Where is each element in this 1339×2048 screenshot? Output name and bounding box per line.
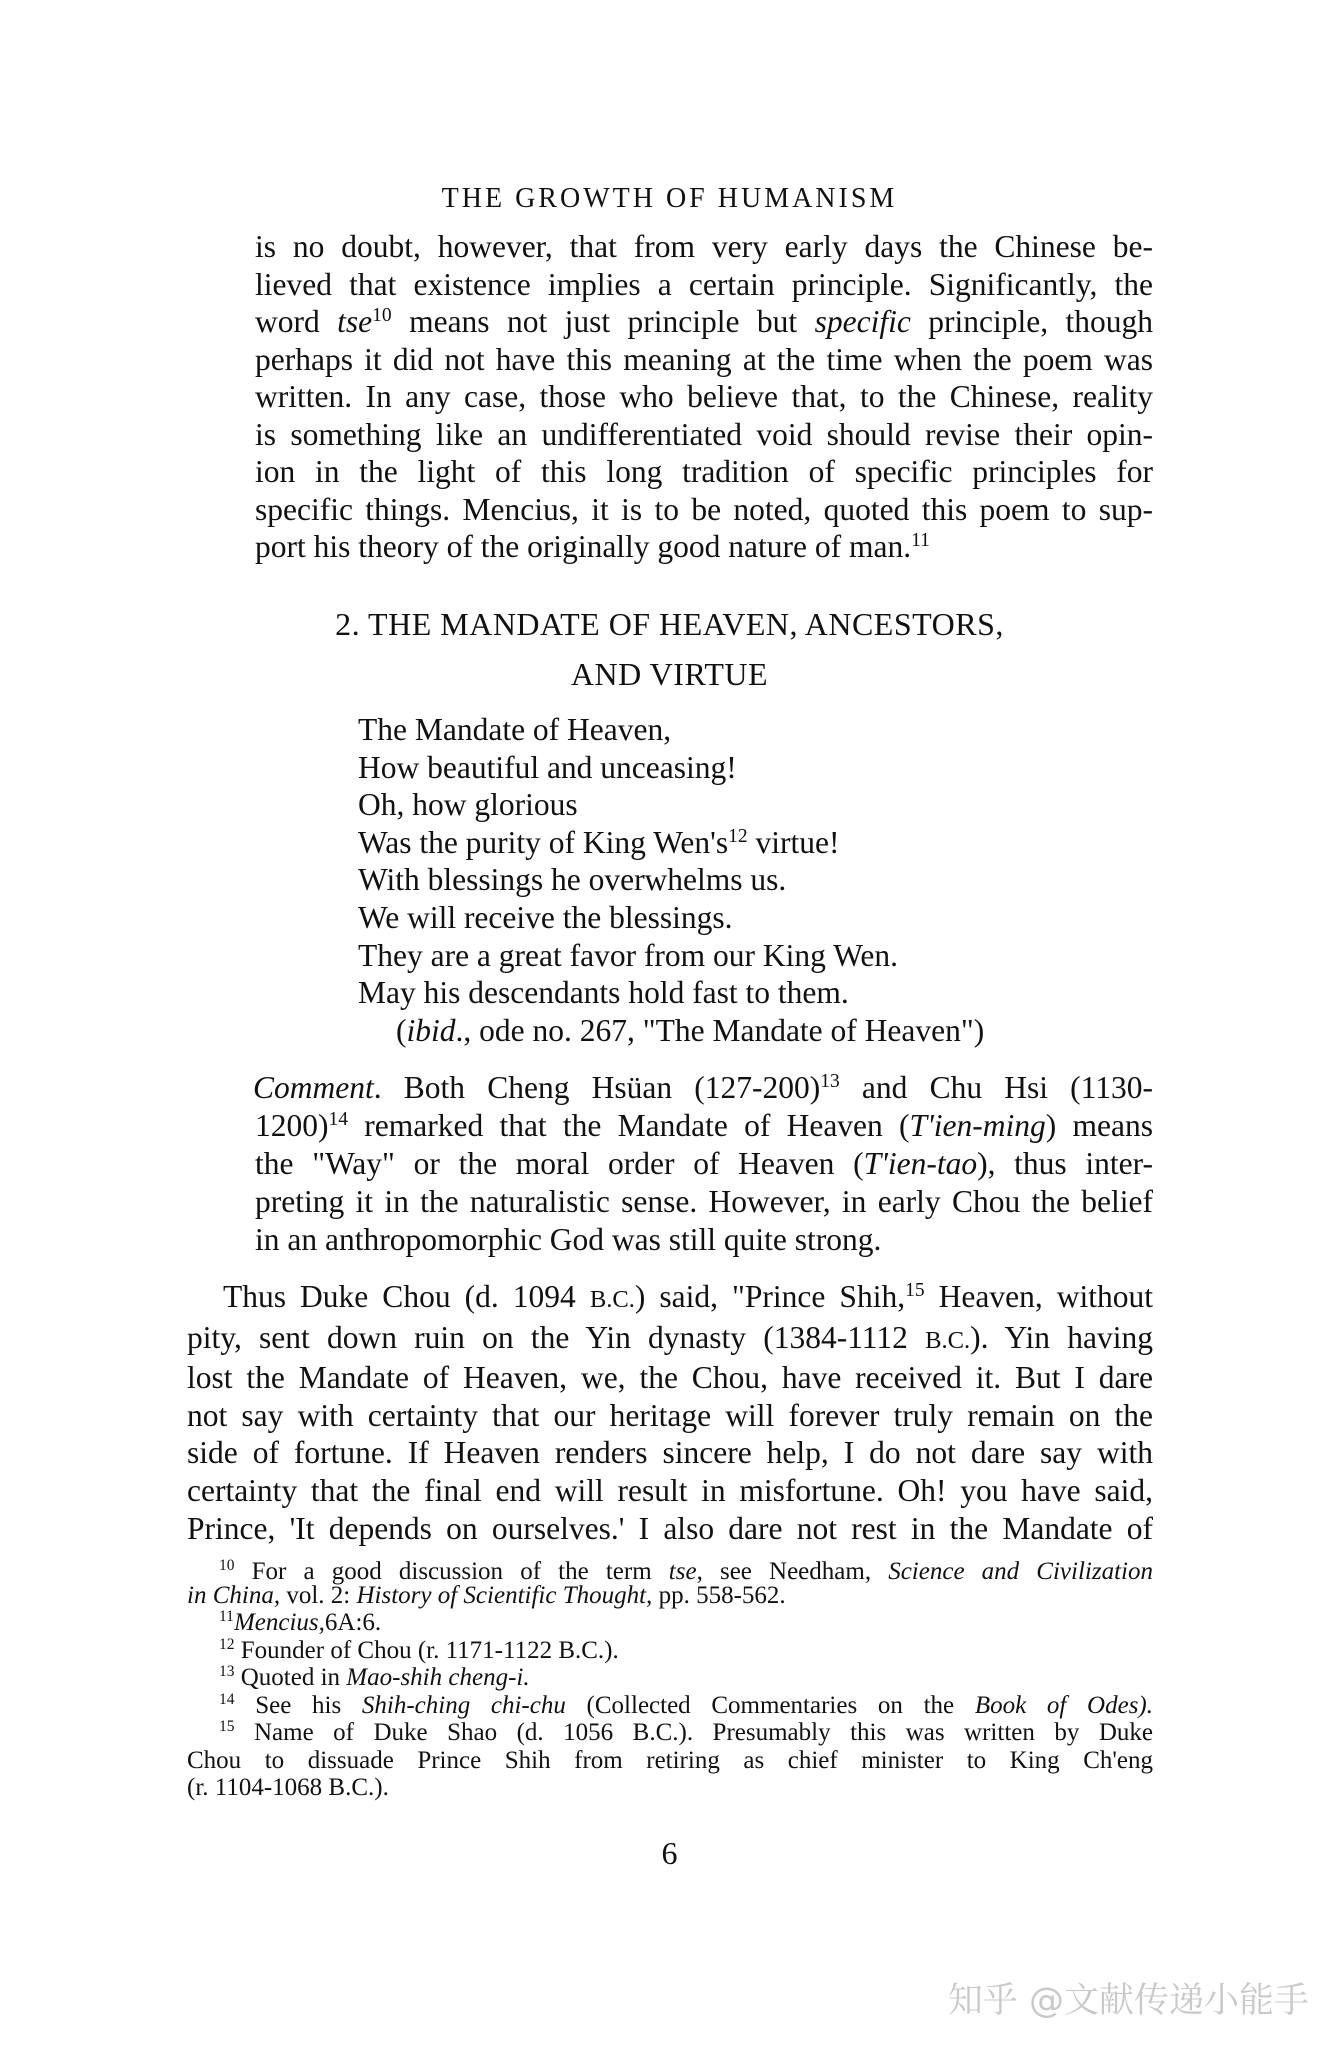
footnote-11: $^{11}$Mencius,6A:6. (219, 1608, 382, 1636)
text-line: ion in the light of this long tradition of specific principles for (255, 454, 1153, 489)
text-line: port his theory of the originally good nature of man.$^{11}$ (255, 529, 930, 564)
text-line: Thus Duke Chou (d. 1094 B.C.) said, "Prince Shih,$^{15}$ Heaven, without (223, 1279, 1153, 1314)
footnote-10-cont: in China, vol. 2: History of Scientific Thought, pp. 558-562. (187, 1581, 786, 1609)
footnote-ref: 12 (728, 826, 748, 848)
text-line: specific things. Mencius, it is to be noted, quoted this poem to sup- (255, 491, 1153, 527)
text-line: Comment. Both Cheng Hsüan $(127-200)^{13}$ and Chu Hsi (1130- (253, 1070, 1153, 1105)
text-line: perhaps it did not have this meaning at the time when the poem was (255, 341, 1153, 377)
poem-line: We will receive the blessings. (358, 899, 733, 935)
text-line: lost the Mandate of Heaven, we, the Chou, have received it. But I dare (187, 1360, 1153, 1396)
text-line: written. In any case, those who believe that, to the Chinese, reality (255, 379, 1153, 414)
poem-line: With blessings he overwhelms us. (358, 862, 787, 898)
footnote-ref: 10 (372, 305, 392, 327)
poem-line: The Mandate of Heaven, (358, 712, 672, 747)
footnote-12: $^{12}$ Founder of Chou (r. 1171-1122 B.C.). (219, 1635, 619, 1664)
poem-line: Was the purity of King $Wen's^{12}$ virtue! (358, 824, 840, 860)
footnotes (187, 1558, 1153, 1802)
footnote-ref: 14 (328, 1109, 349, 1131)
text-line: in an anthropomorphic God was still quite strong. (255, 1222, 882, 1257)
section-heading: 2. THE MANDATE OF HEAVEN, ANCESTORS, (335, 606, 1004, 642)
page-number: 6 (661, 1835, 678, 1871)
paragraph-intro (255, 228, 1153, 566)
text-line: lieved that existence implies a certain principle. Significantly, the (255, 266, 1153, 302)
text-line: certainty that the final end will result in misfortune. Oh! you have said, (187, 1472, 1153, 1508)
watermark: 知乎 @文献传递小能手 (947, 1981, 1309, 2021)
footnote-ref: 15 (905, 1280, 925, 1302)
footnote-15-end: (r. 1104-1068 B.C.). (187, 1774, 389, 1801)
poem-line: They are a great favor from our King Wen. (358, 937, 899, 973)
footnote-10: $^{10}$ For a good discussion of the term tse, see Needham, Science and Civilization (219, 1557, 1153, 1585)
footnote-ref: 13 (820, 1071, 840, 1093)
footnote-15-cont: Chou to dissuade Prince Shih from retiring as chief minister to King Ch'eng (187, 1746, 1153, 1774)
poem-line: How beautiful and unceasing! (358, 749, 737, 785)
text-line: Prince, 'It depends on ourselves.' I also dare not rest in the Mandate of (187, 1510, 1153, 1546)
text-line: word tse$^{10}$ means not just principle but specific principle, though (255, 304, 1153, 339)
footnote-13: $^{13}$ Quoted in Mao-shih cheng-i. (219, 1663, 530, 1691)
footnote-ref: 11 (911, 530, 930, 552)
text-line: 1200)$^{14}$ remarked that the Mandate of Heaven (T'ien-ming) means (255, 1108, 1153, 1143)
running-head: THE GROWTH OF HUMANISM (441, 183, 898, 214)
text-line: is no doubt, however, that from very early days the Chinese be- (255, 229, 1153, 264)
footnote-14: $^{14}$ See his Shih-ching chi-chu (Collected Commentaries on the Book of Odes). (219, 1690, 1153, 1719)
text-line: side of fortune. If Heaven renders sincere help, I do not dare say with (187, 1435, 1153, 1471)
poem-line: Oh, how glorious (358, 787, 578, 823)
comment-block (255, 1069, 1153, 1259)
poem-block (358, 711, 984, 1049)
text-line: preting it in the naturalistic sense. However, in early Chou the belief (255, 1184, 1153, 1219)
text-line: the "Way" or the moral order of Heaven (T'ien-tao), thus inter- (255, 1146, 1154, 1181)
poem-source: (ibid., ode no. 267, "The Mandate of Heaven") (396, 1012, 985, 1048)
text-line: is something like an undifferentiated void should revise their opin- (255, 416, 1153, 452)
poem-line: May his descendants hold fast to them. (358, 975, 849, 1011)
text-line: pity, sent down ruin on the Yin dynasty (1384-1112 B.C.). Yin having (187, 1319, 1153, 1355)
footnote-15: $^{15}$ Name of Duke Shao (d. 1056 B.C.). Presumably this was written by Duke (219, 1718, 1153, 1746)
section-heading-cont: AND VIRTUE (570, 656, 769, 692)
paragraph-duke-chou (187, 1278, 1153, 1547)
text-line: not say with certainty that our heritage will forever truly remain on the (187, 1397, 1153, 1433)
